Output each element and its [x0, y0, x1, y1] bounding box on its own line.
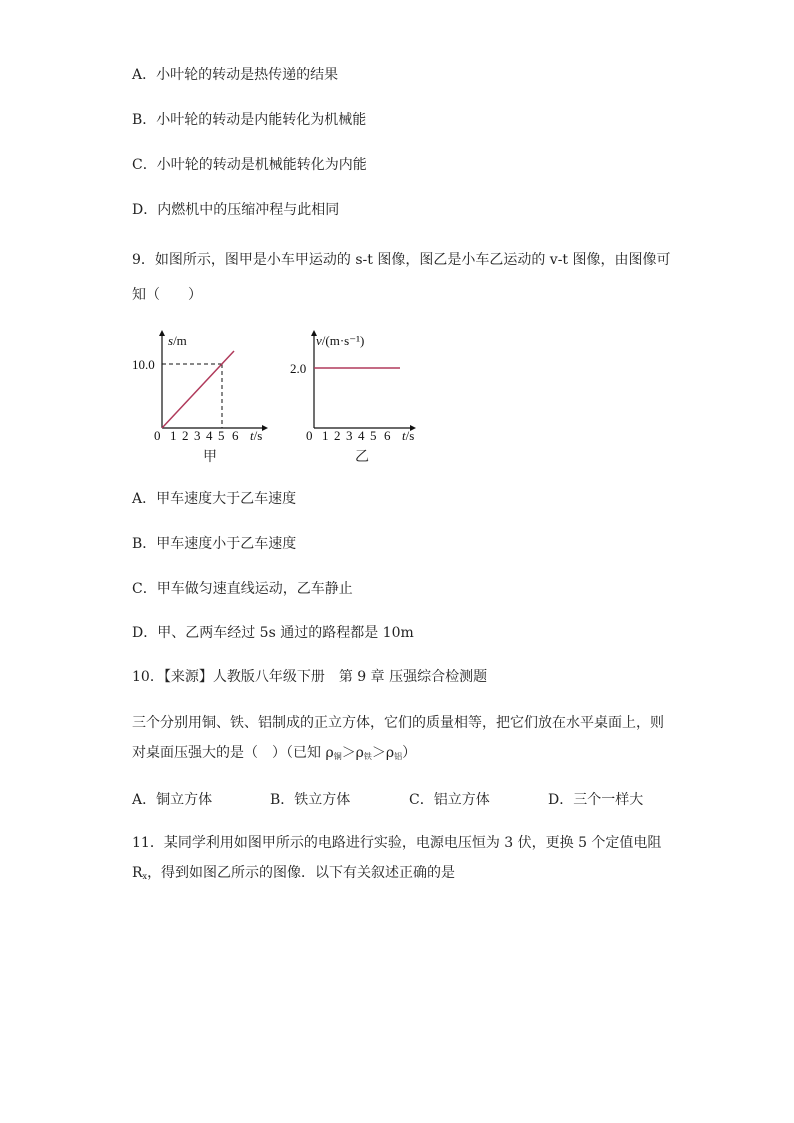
q10-option-c: C．铝立方体: [409, 792, 490, 808]
graph-yi: [282, 328, 422, 470]
graph-yi-y-label: v/(m·s⁻¹): [316, 333, 365, 348]
graph-jia-y-label: s/m: [168, 333, 187, 348]
q10-option-d: D．三个一样大: [548, 792, 644, 808]
q10-option-a: A．铜立方体: [132, 792, 213, 808]
q10-stem-line1: 三个分别用铜、铁、铝制成的正立方体，它们的质量相等，把它们放在水平桌面上，则: [132, 715, 664, 731]
graph-yi-x-tick-4: 4: [358, 428, 365, 443]
graph-yi-caption: 乙: [355, 449, 369, 465]
graph-jia-x-tick-0: 0: [154, 428, 161, 443]
graph-jia-caption: 甲: [203, 449, 217, 465]
q11-stem-line2: $R_x$，得到如图乙所示的图像．以下有关叙述正确的是: [132, 865, 456, 881]
graph-jia-x-tick-4: 4: [206, 428, 213, 443]
graph-jia-x-label: t/s: [250, 428, 263, 443]
graph-yi-x-tick-2: 2: [334, 428, 341, 443]
q11-stem-line1: 11．某同学利用如图甲所示的电路进行实验，电源电压恒为 3 伏，更换 5 个定值电阻: [132, 835, 662, 851]
graph-yi-x-tick-1: 1: [322, 428, 329, 443]
graph-jia-y-tick: 10.0: [132, 357, 155, 372]
graph-jia: [130, 328, 270, 470]
graph-yi-x-tick-5: 5: [370, 428, 377, 443]
q10-option-b: B．铁立方体: [270, 792, 351, 808]
graph-jia-x-tick-5: 5: [218, 428, 225, 443]
q8-option-c: C．小叶轮的转动是机械能转化为内能: [132, 157, 367, 173]
graph-yi-y-tick: 2.0: [290, 361, 307, 376]
graph-jia-line: [162, 351, 234, 428]
q9-stem-line1: 9．如图所示，图甲是小车甲运动的 s-t 图像，图乙是小车乙运动的 v-t 图像，由图像可: [132, 252, 671, 268]
q10-source: 10．【来源】人教版八年级下册 第 9 章 压强综合检测题: [132, 669, 488, 685]
q9-option-d: D．甲、乙两车经过 5s 通过的路程都是 10m: [132, 625, 414, 641]
q9-option-b: B．甲车速度小于乙车速度: [132, 536, 297, 552]
graph-yi-x-label: t/s: [402, 428, 415, 443]
q10-stem-line2: 对桌面压强大的是（ ）（已知 $\rho_铜>\rho_铁>\rho_铝$）: [132, 745, 417, 761]
q9-option-a: A．甲车速度大于乙车速度: [132, 491, 297, 507]
graph-yi-x-tick-3: 3: [346, 428, 353, 443]
q9-option-c: C．甲车做匀速直线运动，乙车静止: [132, 581, 353, 597]
graph-jia-x-tick-1: 1: [170, 428, 177, 443]
graph-yi-x-tick-0: 0: [306, 428, 313, 443]
graph-jia-x-tick-2: 2: [182, 428, 189, 443]
q8-option-d: D．内燃机中的压缩冲程与此相同: [132, 202, 340, 218]
q10-options: [132, 789, 672, 807]
graph-jia-x-tick-6: 6: [232, 428, 239, 443]
q9-stem-line2: 知（ ）: [132, 287, 202, 303]
graph-jia-x-tick-3: 3: [194, 428, 201, 443]
q8-option-b: B．小叶轮的转动是内能转化为机械能: [132, 112, 367, 128]
q8-option-a: A．小叶轮的转动是热传递的结果: [132, 67, 339, 83]
graph-yi-x-tick-6: 6: [384, 428, 391, 443]
